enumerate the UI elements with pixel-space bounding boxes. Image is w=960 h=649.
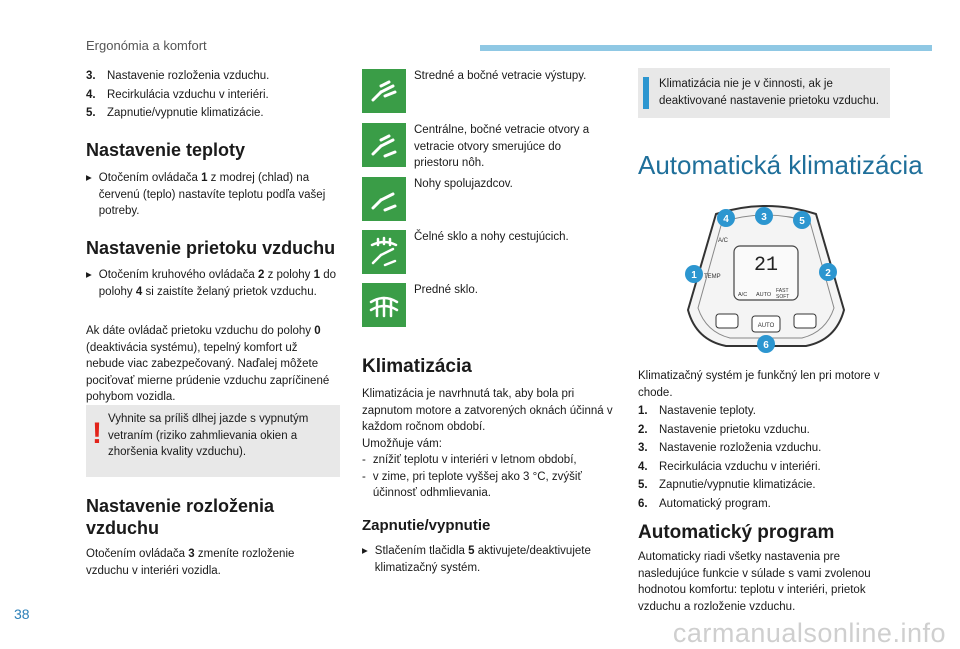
auto-list xyxy=(638,403,888,514)
watermark: carmanualsonline.info xyxy=(672,618,946,648)
item-number: 4. xyxy=(86,88,96,101)
vent-face-feet-text: Centrálne, bočné vetracie otvory a vetracie otvory smerujúce do priestoru nôh. xyxy=(414,124,590,169)
callout-2: 2 xyxy=(825,268,831,279)
warning-text: Vyhnite sa príliš dlhej jazde s vypnutým vetraním (riziko zahmlievania okien a zhoršenia kvality vzduchu). xyxy=(108,413,309,458)
page-number: 38 xyxy=(14,606,30,622)
flow-text: Otočením kruhového ovládača 2 z polohy 1 do polohy 4 si zaistíte želaný prietok vzduchu. xyxy=(98,269,337,298)
callout-3: 3 xyxy=(761,212,767,223)
ac-item: - znížiť teplotu v interiéri v letnom období, xyxy=(362,454,577,466)
item-number: 5. xyxy=(86,107,96,119)
list-item xyxy=(86,87,346,104)
ac-heading: Klimatizácia xyxy=(362,356,472,377)
section-header: Ergonómia a komfort xyxy=(86,38,207,53)
list-item: 2. Nastavenie prietoku vzduchu. xyxy=(638,423,810,436)
bullet-arrow-icon: ▸ xyxy=(86,172,92,184)
list-item xyxy=(86,105,346,122)
header-rule xyxy=(480,45,932,51)
onoff-bullet xyxy=(362,543,618,576)
panel-label: A/C xyxy=(738,292,748,298)
ac-item: - v zime, pri teplote vyššej ako 3 °C, zvýšiť účinnosť odhmlievania. xyxy=(362,470,582,499)
auto-ac-heading: Automatická klimatizácia xyxy=(638,150,923,180)
list-item: 5. Zapnutie/vypnutie klimatizácie. xyxy=(638,479,816,491)
vent-feet-icon xyxy=(362,177,406,221)
temp-heading: Nastavenie teploty xyxy=(86,140,246,160)
list-item: 3. Nastavenie rozloženia vzduchu. xyxy=(638,442,822,454)
windscreen-text: Predné sklo. xyxy=(414,284,478,296)
windscreen-feet-icon xyxy=(362,230,406,274)
list-item xyxy=(86,68,346,85)
info-icon xyxy=(643,77,649,109)
vent-face-feet-icon xyxy=(362,123,406,167)
panel-label: AUTO xyxy=(756,292,772,298)
item-text: Nastavenie rozloženia vzduchu. xyxy=(107,70,270,82)
temp-text: Otočením ovládača 1 z modrej (chlad) na červenú (teplo) nastavíte teplotu podľa vašej potreby. xyxy=(98,172,326,217)
panel-label: AUTO xyxy=(757,323,775,329)
item-number: 3. xyxy=(86,70,96,82)
temp-bullet xyxy=(86,170,344,220)
list-item: 1. Nastavenie teploty. xyxy=(638,405,756,417)
warning-box xyxy=(86,405,340,477)
distribution-paragraph: Otočením ovládača 3 zmeníte rozloženie vzduchu v interiéri vozidla. xyxy=(86,548,295,577)
vent-face-icon xyxy=(362,69,406,113)
callout-5: 5 xyxy=(799,216,805,227)
climate-panel-illustration xyxy=(676,200,856,360)
flow-heading: Nastavenie prietoku vzduchu xyxy=(86,238,336,258)
vent-feet-text: Nohy spolujazdcov. xyxy=(414,178,513,190)
item-text: Recirkulácia vzduchu v interiéri. xyxy=(107,88,269,101)
list-item: 4. Recirkulácia vzduchu v interiéri. xyxy=(638,460,821,473)
ac-enables: Umožňuje vám: xyxy=(362,437,442,450)
flow-bullet xyxy=(86,267,344,300)
program-paragraph: Automaticky riadi všetky nastavenia pre nasledujúce funkcie v súlade s vami zvolenou hodnotou komfortu: teplotu v interiéri, prietok vzduchu a rozloženie vzduchu. xyxy=(638,551,871,613)
ac-text: Klimatizácia je navrhnutá tak, aby bola pri zapnutom motore a zatvorených oknách účinná v každom ročnom období. xyxy=(362,388,613,433)
info-box xyxy=(638,68,890,118)
windscreen-icon xyxy=(362,283,406,327)
bullet-arrow-icon: ▸ xyxy=(86,269,92,281)
callout-1: 1 xyxy=(691,270,697,281)
panel-display-temp: 21 xyxy=(753,254,779,277)
panel-label: FAST xyxy=(776,288,789,294)
windscreen-feet-text: Čelné sklo a nohy cestujúcich. xyxy=(414,231,569,243)
top-list xyxy=(86,68,346,124)
callout-4: 4 xyxy=(723,214,729,225)
list-item: 6. Automatický program. xyxy=(638,497,771,510)
bullet-arrow-icon: ▸ xyxy=(362,545,368,557)
program-heading: Automatický program xyxy=(638,522,835,543)
info-text: Klimatizácia nie je v činnosti, ak je deaktivované nastavenie prietoku vzduchu. xyxy=(659,78,879,107)
vent-face-text: Stredné a bočné vetracie výstupy. xyxy=(414,70,587,82)
panel-label: SOFT xyxy=(776,294,790,300)
panel-label: A/C xyxy=(718,238,729,244)
onoff-heading: Zapnutie/vypnutie xyxy=(362,517,491,534)
auto-intro: Klimatizačný systém je funkčný len pri motore v chode. xyxy=(638,370,880,399)
panel-label: TEMP xyxy=(704,274,721,280)
flow-paragraph: Ak dáte ovládač prietoku vzduchu do polohy 0 (deaktivácia systému), tepelný komfort už nebude viac zabezpečovaný. Naďalej môžete pociťovať mierne prúdenie vzduchu zapríčinené pohybom vozidla. xyxy=(86,325,330,403)
ac-paragraph xyxy=(362,386,618,502)
onoff-text: Stlačením tlačidla 5 aktivujete/deaktivujete klimatizačný systém. xyxy=(374,545,591,574)
distribution-heading: Nastavenie rozloženia vzduchu xyxy=(86,496,275,538)
item-text: Zapnutie/vypnutie klimatizácie. xyxy=(107,107,264,119)
warning-icon: ! xyxy=(92,417,102,450)
callout-6: 6 xyxy=(763,340,769,351)
